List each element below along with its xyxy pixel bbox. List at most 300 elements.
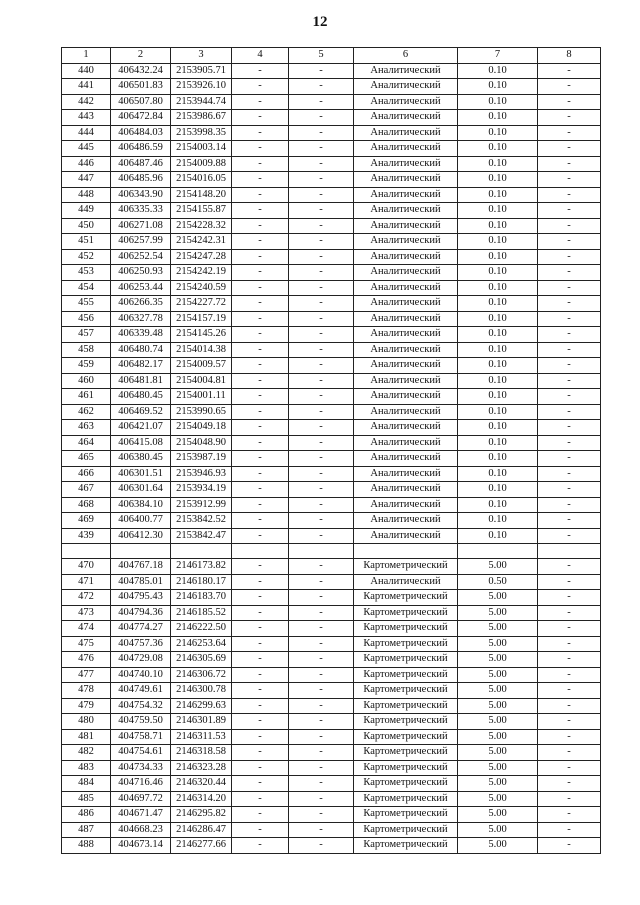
table-cell-col-8: -	[538, 590, 601, 606]
table-cell-col-3: 2146305.69	[171, 652, 232, 668]
table-cell-col-2: 406415.08	[111, 435, 171, 451]
table-cell-col-1: 478	[62, 683, 111, 699]
table-cell-col-5: -	[289, 621, 354, 637]
table-cell-col-8: -	[538, 683, 601, 699]
table-cell-col-6: Картометрический	[354, 776, 458, 792]
table-cell-col-1: 466	[62, 466, 111, 482]
table-cell-col-4: -	[232, 311, 289, 327]
table-cell-col-6: Аналитический	[354, 404, 458, 420]
table-row	[62, 311, 601, 327]
table-cell-col-7: 0.10	[458, 265, 538, 281]
table-row	[62, 110, 601, 126]
table-cell-col-8: -	[538, 280, 601, 296]
table-row	[62, 667, 601, 683]
table-cell-col-7: 0.10	[458, 187, 538, 203]
table-cell-col-1: 439	[62, 528, 111, 544]
table-cell-col-8: -	[538, 822, 601, 838]
table-cell-col-3: 2146277.66	[171, 838, 232, 854]
table-cell-col-4: -	[232, 652, 289, 668]
table-cell-col-6: Картометрический	[354, 636, 458, 652]
table-cell-col-8: -	[538, 528, 601, 544]
table-cell-col-6: Картометрический	[354, 822, 458, 838]
table-cell-col-7: 0.10	[458, 435, 538, 451]
table-cell-col-5: -	[289, 110, 354, 126]
table-cell-col-8: -	[538, 838, 601, 854]
column-header-4: 4	[232, 48, 289, 64]
table-cell-col-4: -	[232, 203, 289, 219]
table-cell-col-3: 2153905.71	[171, 63, 232, 79]
table-cell-col-7: 5.00	[458, 621, 538, 637]
table-cell-col-3: 2154242.31	[171, 234, 232, 250]
table-cell-col-1: 449	[62, 203, 111, 219]
table-cell-col-3: 2146185.52	[171, 605, 232, 621]
table-cell-col-1: 448	[62, 187, 111, 203]
table-cell-col-2: 404754.32	[111, 698, 171, 714]
table-cell-col-6: Аналитический	[354, 156, 458, 172]
table-cell-col-2: 404697.72	[111, 791, 171, 807]
table-cell-col-7: 0.10	[458, 79, 538, 95]
table-cell-col-1: 486	[62, 807, 111, 823]
table-cell-col-8: -	[538, 636, 601, 652]
table-cell-col-2: 406271.08	[111, 218, 171, 234]
table-row	[62, 559, 601, 575]
table-cell-col-3: 2146314.20	[171, 791, 232, 807]
table-cell-col-6: Картометрический	[354, 590, 458, 606]
table-cell-col-1: 450	[62, 218, 111, 234]
table-cell-col-1: 472	[62, 590, 111, 606]
table-cell-col-5: -	[289, 513, 354, 529]
table-cell-col-3: 2153934.19	[171, 482, 232, 498]
table-cell-col-1: 469	[62, 513, 111, 529]
table-cell-col-4: -	[232, 621, 289, 637]
table-cell-col-2: 406257.99	[111, 234, 171, 250]
table-cell-col-7: 5.00	[458, 605, 538, 621]
table-cell-col-2: 406412.30	[111, 528, 171, 544]
table-cell-col-7: 0.10	[458, 125, 538, 141]
table-cell-col-2: 406380.45	[111, 451, 171, 467]
page-number: 12	[312, 14, 328, 30]
table-row	[62, 776, 601, 792]
table-cell-col-3: 2154148.20	[171, 187, 232, 203]
table-cell-col-5: -	[289, 683, 354, 699]
table-cell-col-6: Аналитический	[354, 451, 458, 467]
table-cell-col-5: -	[289, 605, 354, 621]
table-cell-col-7: 5.00	[458, 776, 538, 792]
table-row	[62, 125, 601, 141]
table-cell-col-8: -	[538, 63, 601, 79]
table-cell-col-8: -	[538, 745, 601, 761]
table-cell-col-3: 2146183.70	[171, 590, 232, 606]
table-cell-col-1: 487	[62, 822, 111, 838]
table-cell-col-4: -	[232, 110, 289, 126]
table-cell-col-2: 404749.61	[111, 683, 171, 699]
table-cell-col-1: 460	[62, 373, 111, 389]
table-cell-col-1: 462	[62, 404, 111, 420]
table-cell-col-1: 468	[62, 497, 111, 513]
table-cell-col-4: -	[232, 172, 289, 188]
table-cell-col-2: 406480.74	[111, 342, 171, 358]
table-cell-col-3: 2154004.81	[171, 373, 232, 389]
table-cell-col-3: 2146286.47	[171, 822, 232, 838]
table-cell-col-3: 2146311.53	[171, 729, 232, 745]
table-cell-col-1: 476	[62, 652, 111, 668]
table-cell-col-8: -	[538, 791, 601, 807]
table-cell-col-6: Картометрический	[354, 760, 458, 776]
table-cell-col-4: -	[232, 280, 289, 296]
table-cell-col-7: 0.10	[458, 94, 538, 110]
table-cell-col-7: 0.10	[458, 404, 538, 420]
table-cell-col-4: -	[232, 234, 289, 250]
table-cell-col-3: 2154227.72	[171, 296, 232, 312]
table-cell-col-2: 406486.59	[111, 141, 171, 157]
table-cell-col-1: 459	[62, 358, 111, 374]
table-row	[62, 296, 601, 312]
table-cell-col-3: 2154016.05	[171, 172, 232, 188]
table-cell-col-6: Аналитический	[354, 110, 458, 126]
table-cell-col-1: 447	[62, 172, 111, 188]
table-cell-col-1: 458	[62, 342, 111, 358]
table-cell-col-8: -	[538, 497, 601, 513]
table-cell-col-5: -	[289, 156, 354, 172]
table-cell-col-8: -	[538, 94, 601, 110]
table-cell-col-2: 406432.24	[111, 63, 171, 79]
table-row	[62, 342, 601, 358]
table-cell-col-2: 406501.83	[111, 79, 171, 95]
table-cell-col-5: -	[289, 574, 354, 590]
table-cell-col-3: 2153944.74	[171, 94, 232, 110]
table-row	[62, 203, 601, 219]
table-cell-col-5: -	[289, 760, 354, 776]
table-cell-col-4: -	[232, 605, 289, 621]
table-cell-col-4: -	[232, 249, 289, 265]
table-cell-col-3: 2146222.50	[171, 621, 232, 637]
table-cell-col-3: 2154247.28	[171, 249, 232, 265]
table-cell-col-4: -	[232, 714, 289, 730]
table-cell-col-1: 467	[62, 482, 111, 498]
table-cell-col-6: Аналитический	[354, 327, 458, 343]
table-row	[62, 574, 601, 590]
table-row	[62, 497, 601, 513]
table-cell-col-5: -	[289, 234, 354, 250]
column-header-8: 8	[538, 48, 601, 64]
table-cell-col-8: -	[538, 667, 601, 683]
table-cell-col-6: Аналитический	[354, 234, 458, 250]
table-cell-col-8: -	[538, 172, 601, 188]
table-cell-col-2: 406400.77	[111, 513, 171, 529]
table-cell-col-6: Аналитический	[354, 218, 458, 234]
table-row	[62, 822, 601, 838]
table-cell-col-6: Аналитический	[354, 311, 458, 327]
table-cell-col-7: 0.10	[458, 296, 538, 312]
table-cell-col-8: -	[538, 729, 601, 745]
table-cell-col-2: 406507.80	[111, 94, 171, 110]
table-cell-col-3: 2154242.19	[171, 265, 232, 281]
table-row	[62, 807, 601, 823]
empty-cell	[232, 544, 289, 559]
table-cell-col-1: 471	[62, 574, 111, 590]
table-cell-col-5: -	[289, 125, 354, 141]
table-cell-col-1: 479	[62, 698, 111, 714]
empty-cell	[171, 544, 232, 559]
table-cell-col-8: -	[538, 79, 601, 95]
table-cell-col-1: 457	[62, 327, 111, 343]
table-cell-col-2: 406266.35	[111, 296, 171, 312]
table-cell-col-3: 2154145.26	[171, 327, 232, 343]
table-cell-col-1: 440	[62, 63, 111, 79]
table-cell-col-6: Аналитический	[354, 435, 458, 451]
table-row	[62, 249, 601, 265]
table-cell-col-5: -	[289, 807, 354, 823]
table-row	[62, 745, 601, 761]
table-cell-col-6: Аналитический	[354, 172, 458, 188]
table-cell-col-2: 406250.93	[111, 265, 171, 281]
table-cell-col-8: -	[538, 605, 601, 621]
table-cell-col-5: -	[289, 590, 354, 606]
table-cell-col-6: Аналитический	[354, 497, 458, 513]
table-cell-col-5: -	[289, 280, 354, 296]
table-cell-col-8: -	[538, 698, 601, 714]
table-cell-col-6: Аналитический	[354, 373, 458, 389]
empty-cell	[354, 544, 458, 559]
table-cell-col-1: 445	[62, 141, 111, 157]
table-cell-col-5: -	[289, 79, 354, 95]
table-cell-col-8: -	[538, 776, 601, 792]
table-cell-col-2: 406480.45	[111, 389, 171, 405]
table-cell-col-3: 2146318.58	[171, 745, 232, 761]
table-cell-col-1: 483	[62, 760, 111, 776]
table-cell-col-2: 406253.44	[111, 280, 171, 296]
table-cell-col-7: 5.00	[458, 590, 538, 606]
table-row	[62, 79, 601, 95]
table-cell-col-2: 404668.23	[111, 822, 171, 838]
table-cell-col-5: -	[289, 404, 354, 420]
table-cell-col-5: -	[289, 652, 354, 668]
table-cell-col-8: -	[538, 435, 601, 451]
table-cell-col-2: 406421.07	[111, 420, 171, 436]
table-cell-col-8: -	[538, 451, 601, 467]
table-cell-col-7: 0.10	[458, 218, 538, 234]
table-cell-col-5: -	[289, 94, 354, 110]
table-cell-col-7: 0.10	[458, 234, 538, 250]
table-cell-col-3: 2153987.19	[171, 451, 232, 467]
table-cell-col-8: -	[538, 574, 601, 590]
table-cell-col-8: -	[538, 373, 601, 389]
table-cell-col-6: Аналитический	[354, 187, 458, 203]
table-cell-col-5: -	[289, 636, 354, 652]
table-cell-col-4: -	[232, 466, 289, 482]
table-cell-col-6: Картометрический	[354, 791, 458, 807]
table-cell-col-5: -	[289, 187, 354, 203]
table-cell-col-4: -	[232, 667, 289, 683]
table-cell-col-6: Картометрический	[354, 838, 458, 854]
table-row	[62, 435, 601, 451]
table-header-row	[62, 48, 601, 64]
table-cell-col-2: 404794.36	[111, 605, 171, 621]
table-cell-col-2: 404673.14	[111, 838, 171, 854]
table-cell-col-4: -	[232, 528, 289, 544]
table-cell-col-4: -	[232, 559, 289, 575]
table-cell-col-3: 2146295.82	[171, 807, 232, 823]
table-cell-col-1: 443	[62, 110, 111, 126]
table-cell-col-1: 485	[62, 791, 111, 807]
table-cell-col-3: 2153912.99	[171, 497, 232, 513]
table-cell-col-7: 5.00	[458, 760, 538, 776]
table-cell-col-6: Аналитический	[354, 296, 458, 312]
table-cell-col-1: 474	[62, 621, 111, 637]
table-cell-col-8: -	[538, 234, 601, 250]
table-cell-col-4: -	[232, 373, 289, 389]
table-cell-col-5: -	[289, 745, 354, 761]
table-cell-col-5: -	[289, 420, 354, 436]
table-cell-col-2: 404754.61	[111, 745, 171, 761]
table-row	[62, 234, 601, 250]
table-cell-col-7: 0.10	[458, 327, 538, 343]
table-cell-col-8: -	[538, 621, 601, 637]
table-row	[62, 683, 601, 699]
table-cell-col-5: -	[289, 141, 354, 157]
table-cell-col-7: 0.10	[458, 482, 538, 498]
table-cell-col-2: 404729.08	[111, 652, 171, 668]
table-cell-col-5: -	[289, 311, 354, 327]
table-row	[62, 451, 601, 467]
table-cell-col-6: Аналитический	[354, 466, 458, 482]
table-cell-col-5: -	[289, 466, 354, 482]
table-cell-col-8: -	[538, 807, 601, 823]
table-cell-col-6: Аналитический	[354, 125, 458, 141]
table-cell-col-3: 2146299.63	[171, 698, 232, 714]
table-cell-col-3: 2153842.52	[171, 513, 232, 529]
table-cell-col-8: -	[538, 652, 601, 668]
table-cell-col-1: 484	[62, 776, 111, 792]
table-cell-col-3: 2153998.35	[171, 125, 232, 141]
empty-cell	[289, 544, 354, 559]
table-cell-col-2: 406482.17	[111, 358, 171, 374]
table-cell-col-2: 404716.46	[111, 776, 171, 792]
table-row	[62, 729, 601, 745]
table-cell-col-3: 2146180.17	[171, 574, 232, 590]
table-cell-col-5: -	[289, 296, 354, 312]
table-cell-col-8: -	[538, 714, 601, 730]
table-cell-col-2: 406472.84	[111, 110, 171, 126]
table-cell-col-7: 0.10	[458, 110, 538, 126]
table-cell-col-4: -	[232, 698, 289, 714]
table-cell-col-6: Картометрический	[354, 714, 458, 730]
table-cell-col-2: 404734.33	[111, 760, 171, 776]
table-cell-col-7: 5.00	[458, 636, 538, 652]
table-cell-col-6: Аналитический	[354, 63, 458, 79]
table-cell-col-2: 404758.71	[111, 729, 171, 745]
table-cell-col-4: -	[232, 187, 289, 203]
table-cell-col-2: 404795.43	[111, 590, 171, 606]
table-row	[62, 63, 601, 79]
table-cell-col-3: 2146320.44	[171, 776, 232, 792]
table-cell-col-2: 406301.64	[111, 482, 171, 498]
table-row	[62, 698, 601, 714]
table-cell-col-5: -	[289, 435, 354, 451]
table-cell-col-3: 2154003.14	[171, 141, 232, 157]
table-cell-col-5: -	[289, 729, 354, 745]
table-cell-col-7: 0.10	[458, 172, 538, 188]
table-cell-col-8: -	[538, 311, 601, 327]
table-cell-col-7: 0.10	[458, 497, 538, 513]
table-cell-col-1: 470	[62, 559, 111, 575]
table-cell-col-2: 406487.46	[111, 156, 171, 172]
table-cell-col-1: 461	[62, 389, 111, 405]
table-cell-col-7: 0.10	[458, 141, 538, 157]
table-cell-col-2: 406301.51	[111, 466, 171, 482]
table-cell-col-3: 2154009.88	[171, 156, 232, 172]
table-body	[62, 63, 601, 853]
table-cell-col-7: 5.00	[458, 683, 538, 699]
table-cell-col-8: -	[538, 141, 601, 157]
table-cell-col-7: 0.10	[458, 451, 538, 467]
table-cell-col-6: Аналитический	[354, 265, 458, 281]
table-cell-col-3: 2154240.59	[171, 280, 232, 296]
table-cell-col-2: 406481.81	[111, 373, 171, 389]
table-cell-col-8: -	[538, 249, 601, 265]
table-cell-col-8: -	[538, 218, 601, 234]
table-cell-col-4: -	[232, 822, 289, 838]
table-cell-col-8: -	[538, 358, 601, 374]
table-row	[62, 652, 601, 668]
table-cell-col-4: -	[232, 760, 289, 776]
table-cell-col-4: -	[232, 218, 289, 234]
table-cell-col-8: -	[538, 187, 601, 203]
table-cell-col-4: -	[232, 838, 289, 854]
table-cell-col-1: 444	[62, 125, 111, 141]
table-row	[62, 358, 601, 374]
table-cell-col-2: 404785.01	[111, 574, 171, 590]
table-cell-col-4: -	[232, 94, 289, 110]
table-cell-col-6: Картометрический	[354, 729, 458, 745]
table-cell-col-8: -	[538, 482, 601, 498]
table-cell-col-5: -	[289, 822, 354, 838]
table-cell-col-2: 406384.10	[111, 497, 171, 513]
table-cell-col-2: 406343.90	[111, 187, 171, 203]
table-cell-col-5: -	[289, 776, 354, 792]
table-cell-col-7: 0.10	[458, 342, 538, 358]
table-cell-col-3: 2153842.47	[171, 528, 232, 544]
table-row	[62, 327, 601, 343]
table-cell-col-7: 0.10	[458, 358, 538, 374]
table-row	[62, 404, 601, 420]
column-header-6: 6	[354, 48, 458, 64]
table-row	[62, 94, 601, 110]
table-cell-col-3: 2153986.67	[171, 110, 232, 126]
table-cell-col-2: 404740.10	[111, 667, 171, 683]
table-cell-col-8: -	[538, 327, 601, 343]
table-cell-col-3: 2154001.11	[171, 389, 232, 405]
table-cell-col-4: -	[232, 342, 289, 358]
table-cell-col-6: Картометрический	[354, 807, 458, 823]
table-cell-col-1: 465	[62, 451, 111, 467]
table-cell-col-7: 5.00	[458, 698, 538, 714]
table-cell-col-7: 5.00	[458, 791, 538, 807]
column-header-3: 3	[171, 48, 232, 64]
table-cell-col-4: -	[232, 497, 289, 513]
table-cell-col-2: 406339.48	[111, 327, 171, 343]
table-cell-col-7: 5.00	[458, 729, 538, 745]
table-cell-col-5: -	[289, 698, 354, 714]
table-cell-col-6: Картометрический	[354, 621, 458, 637]
table-cell-col-7: 5.00	[458, 807, 538, 823]
table-cell-col-2: 404767.18	[111, 559, 171, 575]
table-cell-col-4: -	[232, 574, 289, 590]
table-row	[62, 838, 601, 854]
table-cell-col-2: 406485.96	[111, 172, 171, 188]
table-cell-col-6: Аналитический	[354, 528, 458, 544]
table-cell-col-3: 2153946.93	[171, 466, 232, 482]
